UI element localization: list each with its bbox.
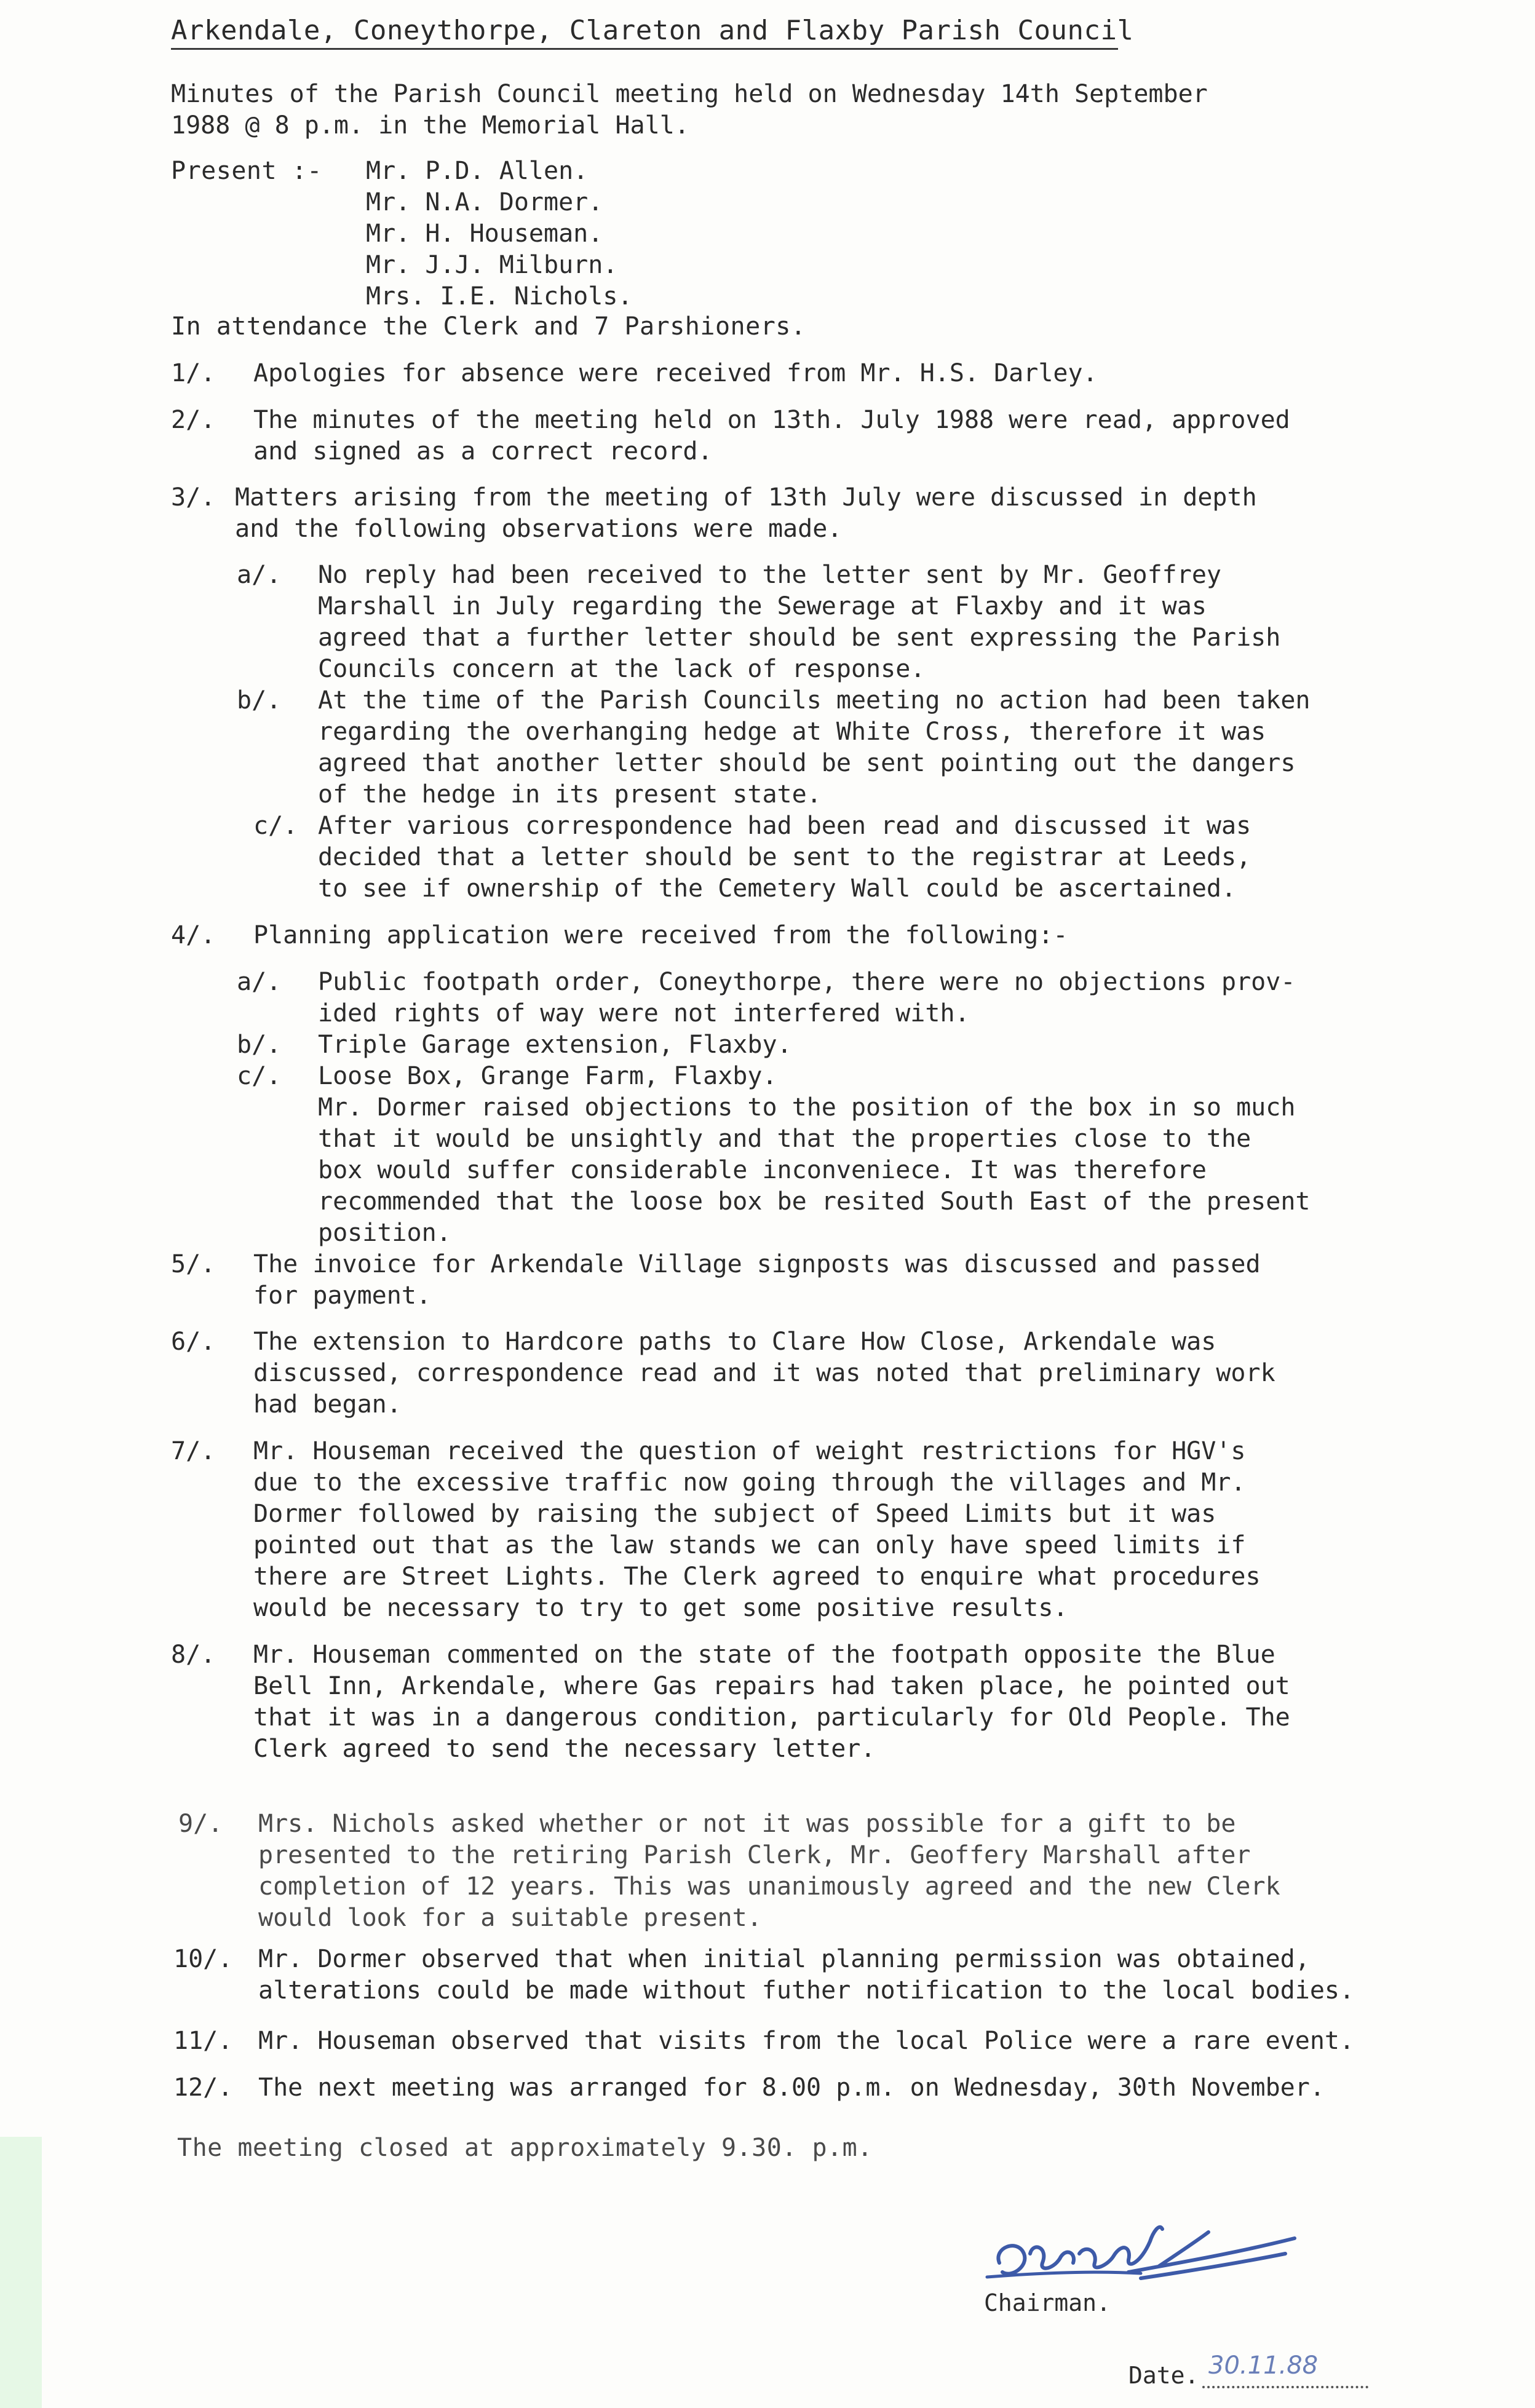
item-line: presented to the retiring Parish Clerk, Mr. Geoffery Marshall after — [258, 1841, 1251, 1869]
item-number: 4/. — [171, 921, 216, 949]
item-line: Mr. Houseman received the question of weight restrictions for HGV's — [253, 1437, 1246, 1465]
minute-item-7 — [253, 1436, 1261, 1624]
item-line: would be necessary to try to get some positive results. — [253, 1594, 1068, 1622]
item-line: agreed that another letter should be sent pointing out the dangers — [318, 749, 1296, 777]
item-line: Mr. Houseman commented on the state of the footpath opposite the Blue — [253, 1641, 1275, 1669]
item-number: 9/. — [178, 1810, 223, 1838]
minute-item-5 — [253, 1249, 1261, 1312]
item-line: Mr. Dormer raised objections to the position of the box in so much — [318, 1093, 1296, 1122]
sub-item-letter: c/. — [253, 812, 298, 840]
item-line: Mr. Dormer observed that when initial planning permission was obtained, — [258, 1945, 1310, 1973]
closing-line: The meeting closed at approximately 9.30. p.m. — [177, 2134, 873, 2162]
item-line: Marshall in July regarding the Sewerage at Flaxby and it was — [318, 592, 1207, 620]
intro-line: Minutes of the Parish Council meeting held on Wednesday 14th September — [171, 80, 1208, 108]
item-line: Public footpath order, Coneythorpe, there were no objections prov- — [318, 968, 1296, 996]
item-line: and signed as a correct record. — [253, 437, 713, 465]
item-line: No reply had been received to the letter sent by Mr. Geoffrey — [318, 561, 1222, 589]
item-line: that it was in a dangerous condition, particularly for Old People. The — [253, 1703, 1290, 1732]
item-line: At the time of the Parish Councils meeting no action had been taken — [318, 686, 1311, 715]
minute-item-12 — [258, 2072, 1325, 2104]
item-number: 2/. — [171, 406, 216, 434]
minute-item-4c — [318, 1061, 1311, 1249]
sub-item-letter: b/. — [237, 686, 282, 715]
minute-item-3b — [318, 685, 1311, 810]
item-line: ided rights of way were not interfered with. — [318, 999, 970, 1028]
minute-item-4a — [318, 967, 1295, 1029]
attendee-name: Mr. J.J. Milburn. — [366, 251, 618, 279]
item-number: 12/. — [173, 2073, 233, 2102]
item-line: agreed that a further letter should be sent expressing the Parish — [318, 624, 1281, 652]
item-line: Bell Inn, Arkendale, where Gas repairs had taken place, he pointed out — [253, 1672, 1290, 1700]
item-line: box would suffer considerable inconveniece. It was therefore — [318, 1156, 1207, 1184]
item-line: position. — [318, 1219, 451, 1247]
item-line: The invoice for Arkendale Village signposts was discussed and passed — [253, 1250, 1261, 1278]
attendee-name: Mr. P.D. Allen. — [366, 157, 589, 185]
item-line: Clerk agreed to send the necessary letter. — [253, 1735, 876, 1763]
scan-edge-strip — [0, 2137, 42, 2408]
item-line: Loose Box, Grange Farm, Flaxby. — [318, 1062, 777, 1090]
attendee-name: Mrs. I.E. Nichols. — [366, 282, 633, 311]
sub-item-letter: b/. — [237, 1031, 282, 1059]
chairman-signature — [975, 2204, 1319, 2291]
minute-item-3 — [235, 482, 1257, 545]
item-line: After various correspondence had been read and discussed it was — [318, 812, 1251, 840]
date-value: 30.11.88 — [1208, 2351, 1319, 2380]
item-line: alterations could be made without futher notification to the local bodies. — [258, 1976, 1355, 2005]
minute-item-4b — [318, 1029, 792, 1061]
minute-item-9 — [258, 1808, 1280, 1934]
item-line: decided that a letter should be sent to the registrar at Leeds, — [318, 843, 1251, 871]
item-line: and the following observations were made. — [235, 515, 843, 543]
item-line: pointed out that as the law stands we can only have speed limits if — [253, 1531, 1246, 1559]
minute-item-11 — [258, 2026, 1354, 2057]
item-number: 8/. — [171, 1641, 216, 1669]
item-line: Dormer followed by raising the subject of Speed Limits but it was — [253, 1500, 1216, 1528]
sub-item-letter: c/. — [237, 1062, 282, 1090]
item-number: 10/. — [173, 1945, 233, 1973]
minute-item-2 — [253, 405, 1290, 467]
item-line: there are Street Lights. The Clerk agreed to enquire what procedures — [253, 1562, 1261, 1591]
item-line: for payment. — [253, 1281, 431, 1310]
item-number: 5/. — [171, 1250, 216, 1278]
item-line: had began. — [253, 1390, 402, 1419]
item-line: of the hedge in its present state. — [318, 780, 822, 809]
item-line: recommended that the loose box be resited South East of the present — [318, 1187, 1311, 1216]
item-line: to see if ownership of the Cemetery Wall could be ascertained. — [318, 874, 1237, 903]
item-line: Apologies for absence were received from Mr. H.S. Darley. — [253, 359, 1098, 387]
item-line: The extension to Hardcore paths to Clare How Close, Arkendale was — [253, 1328, 1216, 1356]
item-line: Mrs. Nichols asked whether or not it was possible for a gift to be — [258, 1810, 1236, 1838]
item-line: due to the excessive traffic now going through the villages and Mr. — [253, 1468, 1246, 1497]
item-line: Planning application were received from the following:- — [253, 921, 1068, 949]
present-list — [366, 156, 632, 312]
item-line: Councils concern at the lack of response. — [318, 655, 926, 683]
item-line: The next meeting was arranged for 8.00 p.m. on Wednesday, 30th November. — [258, 2073, 1325, 2102]
minute-item-3a — [318, 560, 1280, 685]
sub-item-letter: a/. — [237, 561, 282, 589]
attendee-name: Mr. N.A. Dormer. — [366, 188, 603, 216]
item-number: 11/. — [173, 2027, 233, 2055]
chairman-label: Chairman. — [984, 2289, 1111, 2316]
minute-item-1 — [253, 358, 1098, 389]
attendance-line: In attendance the Clerk and 7 Parshioners. — [171, 312, 806, 341]
minute-item-6 — [253, 1326, 1275, 1420]
item-line: completion of 12 years. This was unanimously agreed and the new Clerk — [258, 1872, 1280, 1901]
present-label: Present :- — [171, 157, 322, 185]
intro-paragraph — [171, 79, 1208, 141]
title-underline — [171, 48, 1118, 50]
item-number: 1/. — [171, 359, 216, 387]
item-line: regarding the overhanging hedge at White Cross, therefore it was — [318, 718, 1266, 746]
minute-item-8 — [253, 1639, 1290, 1765]
document-title: Arkendale, Coneythorpe, Clareton and Flaxby Parish Council — [171, 15, 1134, 46]
minute-item-3c — [318, 810, 1251, 905]
item-line: Triple Garage extension, Flaxby. — [318, 1031, 792, 1059]
item-number: 7/. — [171, 1437, 216, 1465]
intro-line: 1988 @ 8 p.m. in the Memorial Hall. — [171, 111, 689, 140]
minute-item-4 — [253, 920, 1068, 951]
item-line: that it would be unsightly and that the properties close to the — [318, 1125, 1251, 1153]
minute-item-10 — [258, 1944, 1354, 2006]
item-number: 6/. — [171, 1328, 216, 1356]
sub-item-letter: a/. — [237, 968, 282, 996]
item-line: discussed, correspondence read and it was noted that preliminary work — [253, 1359, 1275, 1387]
item-line: would look for a suitable present. — [258, 1904, 762, 1932]
item-line: Matters arising from the meeting of 13th July were discussed in depth — [235, 483, 1257, 512]
item-line: The minutes of the meeting held on 13th. July 1988 were read, approved — [253, 406, 1290, 434]
item-line: Mr. Houseman observed that visits from the local Police were a rare event. — [258, 2027, 1355, 2055]
attendee-name: Mr. H. Houseman. — [366, 220, 603, 248]
item-number: 3/. — [171, 483, 216, 512]
date-label: Date. — [1128, 2362, 1199, 2389]
